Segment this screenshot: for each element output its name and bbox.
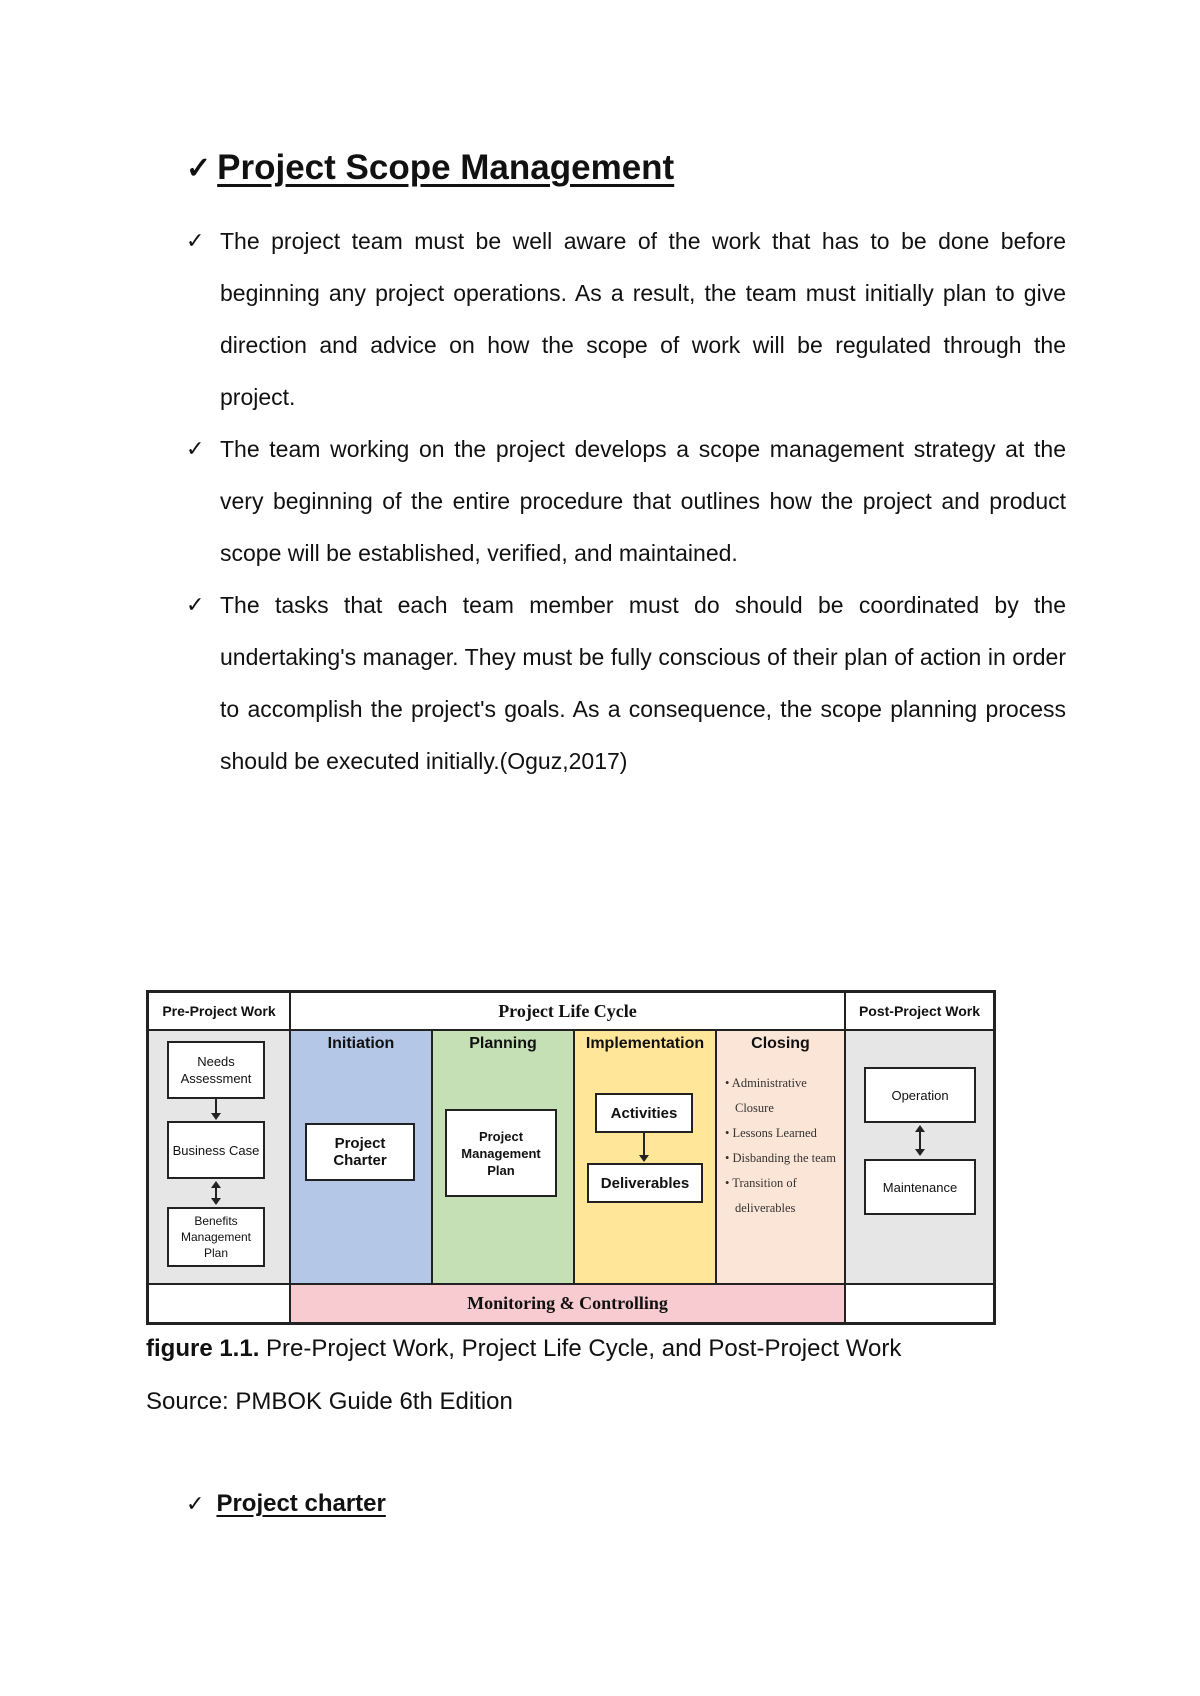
arrow-down-icon <box>915 1149 925 1156</box>
figure-caption-text: Pre-Project Work, Project Life Cycle, and Post-Project Work <box>259 1335 902 1362</box>
arrow-down-icon <box>639 1155 649 1162</box>
planning-column <box>433 1031 575 1285</box>
implementation-label: Implementation <box>585 1035 705 1052</box>
planning-label: Planning <box>469 1035 537 1052</box>
initiation-column <box>291 1031 433 1285</box>
figure-caption <box>146 1335 901 1363</box>
checkmark-icon: ✓ <box>186 151 212 185</box>
checkmark-icon: ✓ <box>186 228 205 253</box>
pre-project-column <box>149 1031 291 1285</box>
bullet-text: The project team must be well aware of the work that has to be done before beginning any project operations. As a result, the team must initially plan to give direction and advice on how the scope of work will be regulated through the project. <box>220 228 1066 410</box>
closing-list <box>725 1071 838 1221</box>
figure-source: Source: PMBOK Guide 6th Edition <box>146 1388 513 1415</box>
list-item <box>186 579 1066 787</box>
arrow-line <box>643 1133 645 1157</box>
deliverables-box: Deliverables <box>587 1163 703 1203</box>
maintenance-box: Maintenance <box>864 1159 976 1215</box>
next-section-title-text: Project charter <box>216 1490 386 1517</box>
project-life-cycle-diagram <box>146 990 996 1325</box>
closing-item: • Administrative Closure <box>725 1076 807 1115</box>
closing-label: Closing <box>751 1035 810 1052</box>
closing-item: • Lessons Learned <box>725 1126 817 1140</box>
checkmark-icon: ✓ <box>186 436 205 461</box>
closing-item: • Transition of deliverables <box>725 1176 797 1215</box>
checkmark-icon: ✓ <box>186 1491 205 1516</box>
section-title-text: Project Scope Management <box>217 148 675 187</box>
benefits-management-plan-box: Benefits Management Plan <box>167 1207 265 1267</box>
checkmark-icon: ✓ <box>186 592 205 617</box>
figure-label: figure 1.1. <box>146 1335 260 1362</box>
pre-project-footer <box>149 1285 291 1322</box>
arrow-down-icon <box>211 1198 221 1205</box>
business-case-box: Business Case <box>167 1121 265 1179</box>
post-project-header: Post-Project Work <box>846 993 993 1031</box>
project-charter-box: Project Charter <box>305 1123 415 1181</box>
closing-column <box>717 1031 846 1285</box>
bullet-text: The team working on the project develops a scope management strategy at the very beginning of the entire procedure that outlines how the project and product scope will be established, verified, and maintained. <box>220 436 1066 566</box>
implementation-column <box>575 1031 717 1285</box>
activities-box: Activities <box>595 1093 693 1133</box>
bullet-text: The tasks that each team member must do should be coordinated by the undertaking's manager. They must be fully conscious of their plan of action in order to accomplish the project's goals. As a consequence, the scope planning process should be executed initially.(Oguz,2017) <box>220 592 1066 774</box>
arrow-line <box>919 1131 921 1151</box>
list-item <box>186 423 1066 579</box>
bullet-list <box>186 215 1066 787</box>
monitoring-controlling-bar: Monitoring & Controlling <box>291 1285 846 1322</box>
operation-box: Operation <box>864 1067 976 1123</box>
pre-project-header: Pre-Project Work <box>149 993 291 1031</box>
post-project-column <box>846 1031 993 1285</box>
section-title <box>186 148 674 188</box>
next-section-title <box>186 1490 386 1518</box>
list-item <box>186 215 1066 423</box>
life-cycle-header: Project Life Cycle <box>291 993 846 1031</box>
needs-assessment-box: Needs Assessment <box>167 1041 265 1099</box>
initiation-label: Initiation <box>327 1035 395 1052</box>
post-project-footer <box>846 1285 993 1322</box>
arrow-down-icon <box>211 1113 221 1120</box>
closing-item: • Disbanding the team <box>725 1151 836 1165</box>
project-management-plan-box: Project Management Plan <box>445 1109 557 1197</box>
